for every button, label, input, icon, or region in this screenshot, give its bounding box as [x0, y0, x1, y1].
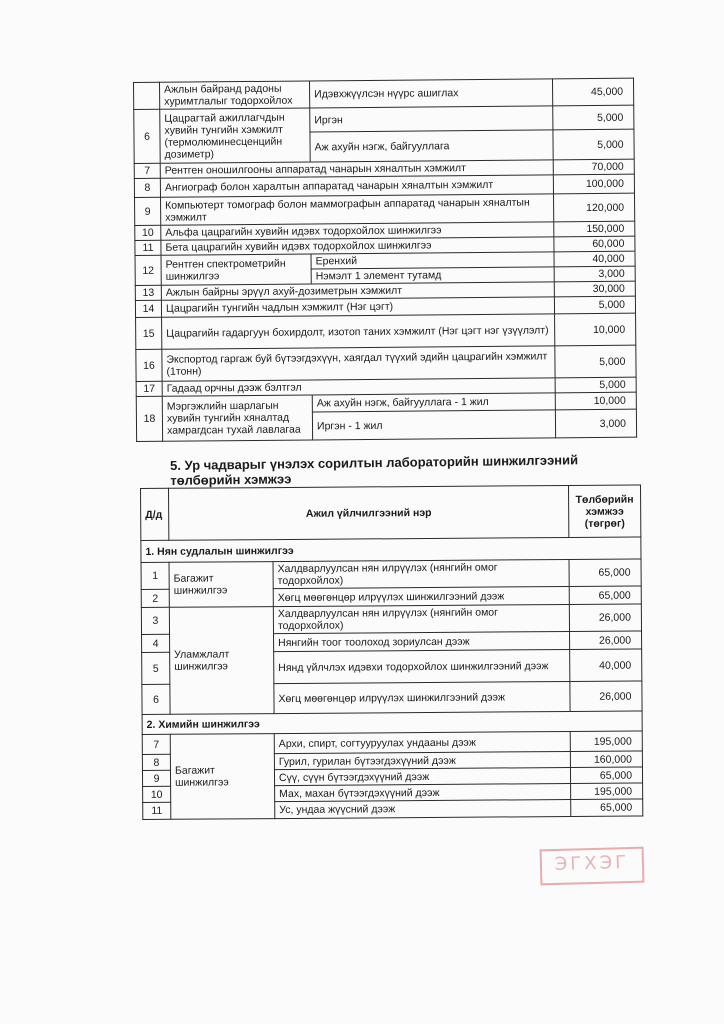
service-name: Экспортод гаргаж буй бүтээгдэхүүн, хаягдал түүхий эдийн цацрагийн хэмжилт (1тонн)	[162, 346, 555, 381]
service-name: Архи, спирт, согтууруулах ундааны дээж	[274, 732, 570, 754]
table-row	[141, 559, 641, 589]
service-name: Альфа цацрагийн хувийн идэвх тодорхойлох шинжилгээ	[161, 222, 554, 240]
service-price: 5,000	[555, 377, 636, 393]
row-number: 7	[142, 734, 170, 754]
service-name: Ажлын байрны эрүүл ахуй-дозиметрын хэмжилт	[161, 282, 554, 300]
row-number	[134, 82, 160, 109]
service-name: Хөгц мөөгөнцөр илрүүлэх шинжилгээний дээж	[274, 682, 570, 714]
row-number: 7	[134, 163, 160, 178]
service-price: 5,000	[553, 129, 634, 160]
service-price: 30,000	[554, 281, 635, 297]
header-work-name: Ажил үйлчилгээний нэр	[169, 486, 569, 541]
row-number: 8	[142, 754, 170, 770]
service-price: 5,000	[554, 296, 635, 314]
table-row	[136, 345, 636, 381]
service-name: Рентген спектрометрийн шинжилгээ	[161, 254, 311, 285]
service-name: Цацрагтай ажиллагчдын хувийн тунгийн хэмжилт (термолюминесценцийн дозиметр)	[160, 108, 310, 163]
service-subtype: Идэвхжүүлсэн нүүрс ашиглах	[309, 79, 552, 108]
service-subtype: Еренхий	[311, 252, 554, 269]
service-price: 160,000	[570, 751, 642, 768]
row-number: 11	[143, 802, 171, 819]
service-price: 100,000	[553, 174, 634, 194]
service-price: 3,000	[554, 266, 635, 282]
row-number: 9	[135, 197, 161, 225]
service-name: Мэргэжлийн шарлагын хувийн тунгийн хяналтад хамрагдсан тухай лавлагаа	[162, 395, 312, 441]
radiation-fee-table	[133, 78, 637, 442]
row-number: 1	[141, 562, 169, 589]
section-chemistry: 2. Химийн шинжилгээ	[142, 711, 642, 734]
row-number: 17	[136, 381, 162, 396]
row-number: 6	[142, 684, 170, 714]
service-name: Рентген оношилгооны аппаратад чанарын хяналтын хэмжилт	[160, 160, 553, 178]
row-number: 16	[136, 349, 162, 381]
method-label: Уламжлалт шинжилгээ	[169, 607, 274, 715]
service-price: 5,000	[553, 105, 634, 130]
service-name: Сүү, сүүн бүтээгдэхүүний дээж	[274, 768, 570, 786]
service-price: 70,000	[553, 159, 634, 175]
service-name: Нянгийн тоог тоолоход зориулсан дээж	[274, 632, 570, 652]
row-number: 10	[143, 786, 171, 802]
table-row	[136, 313, 636, 349]
service-name: Халдварлуулсан нян илрүүлэх (нянгийн омог тодорхойлох)	[273, 560, 569, 589]
service-price: 45,000	[552, 78, 633, 106]
service-name: Ангиограф болон харалтын аппаратад чанарын хяналтын хэмжилт	[160, 175, 553, 197]
service-name: Цацрагийн тунгийн чадлын хэмжилт (Нэг цэгт)	[161, 297, 554, 317]
row-number: 18	[136, 396, 162, 441]
service-price: 10,000	[555, 313, 636, 346]
service-price: 60,000	[554, 236, 635, 252]
stamp-seal: ЭГХЭГ	[540, 847, 645, 886]
service-price: 26,000	[570, 631, 642, 650]
service-price: 195,000	[571, 783, 643, 800]
service-name: Нянд үйлчлэх идэвхи тодорхойлох шинжилгээний дээж	[274, 650, 570, 684]
service-name: Халдварлуулсан нян илрүүлэх (нянгийн омог тодорхойлох)	[273, 605, 569, 634]
row-number: 11	[135, 240, 161, 255]
row-number: 8	[134, 178, 160, 197]
table-row	[135, 193, 635, 225]
row-number: 6	[134, 109, 160, 163]
service-price: 65,000	[571, 799, 643, 817]
service-name: Гурил, гурилан бүтээгдэхүүний дээж	[274, 752, 570, 770]
row-number: 13	[135, 285, 161, 300]
service-subtype: Нэмэлт 1 элемент тутамд	[311, 267, 554, 284]
service-subtype: Иргэн	[310, 106, 553, 132]
row-number: 2	[141, 589, 169, 607]
service-subtype: Иргэн - 1 жил	[312, 410, 555, 440]
method-label: Багажит шинжилгээ	[169, 562, 273, 608]
row-number: 5	[142, 652, 170, 684]
section-5-title: 5. Ур чадварыг үнэлэх сорилтын лабораторийн шинжилгээний төлбөрийн хэмжээ	[170, 452, 579, 488]
service-price: 26,000	[570, 681, 642, 712]
row-number: 10	[135, 225, 161, 240]
lab-fee-table	[140, 485, 643, 820]
service-price: 195,000	[570, 731, 642, 752]
row-number: 14	[135, 300, 161, 317]
service-price: 5,000	[555, 345, 636, 378]
table-row	[141, 604, 641, 634]
service-name: Компьютерт томограф болон маммографын аппаратад чанарын хяналтын хэмжилт	[161, 194, 554, 225]
service-subtype: Аж ахуйн нэгж, байгууллага	[310, 130, 553, 162]
section-microbiology: 1. Нян судлалын шинжилгээ	[141, 537, 641, 562]
service-name: Ажлын байранд радоны хуримтлалыг тодорхойлох	[160, 81, 310, 109]
service-name: Ус, ундаа жүүсний дээж	[275, 800, 571, 819]
row-number: 12	[135, 255, 161, 285]
header-number: Д/д	[141, 488, 169, 540]
method-label: Багажит шинжилгээ	[170, 734, 275, 820]
service-name: Гадаад орчны дээж бэлтгэл	[162, 378, 555, 396]
row-number: 3	[141, 607, 169, 634]
service-subtype: Аж ахуйн нэгж, байгууллага - 1 жил	[312, 393, 555, 412]
service-price: 150,000	[554, 221, 635, 237]
service-price: 10,000	[555, 392, 636, 410]
service-price: 120,000	[553, 193, 634, 222]
service-price: 3,000	[555, 409, 636, 438]
service-name: Цацрагийн гадаргуун бохирдолт, изотоп таних хэмжилт (Нэг цэгт нэг үзүүлэлт)	[162, 314, 555, 349]
service-price: 65,000	[569, 559, 641, 587]
row-number: 15	[136, 317, 162, 349]
service-price: 26,000	[569, 604, 641, 632]
service-name: Бета цацрагийн хувийн идэвх тодорхойлох шинжилгээ	[161, 237, 554, 255]
service-price: 65,000	[570, 767, 642, 784]
header-fee: Төлбөрийн хэмжээ (төгрөг)	[568, 485, 640, 538]
service-price: 40,000	[554, 251, 635, 267]
row-number: 9	[142, 770, 170, 786]
row-number: 4	[142, 634, 170, 652]
service-name: Мах, махан бүтээгдэхүүний дээж	[275, 784, 571, 802]
service-price: 40,000	[570, 649, 642, 682]
service-name: Хөгц мөөгөнцөр илрүүлэх шинжилгээний дээж	[273, 587, 569, 607]
service-price: 65,000	[569, 586, 641, 605]
table-header-row	[141, 485, 641, 540]
